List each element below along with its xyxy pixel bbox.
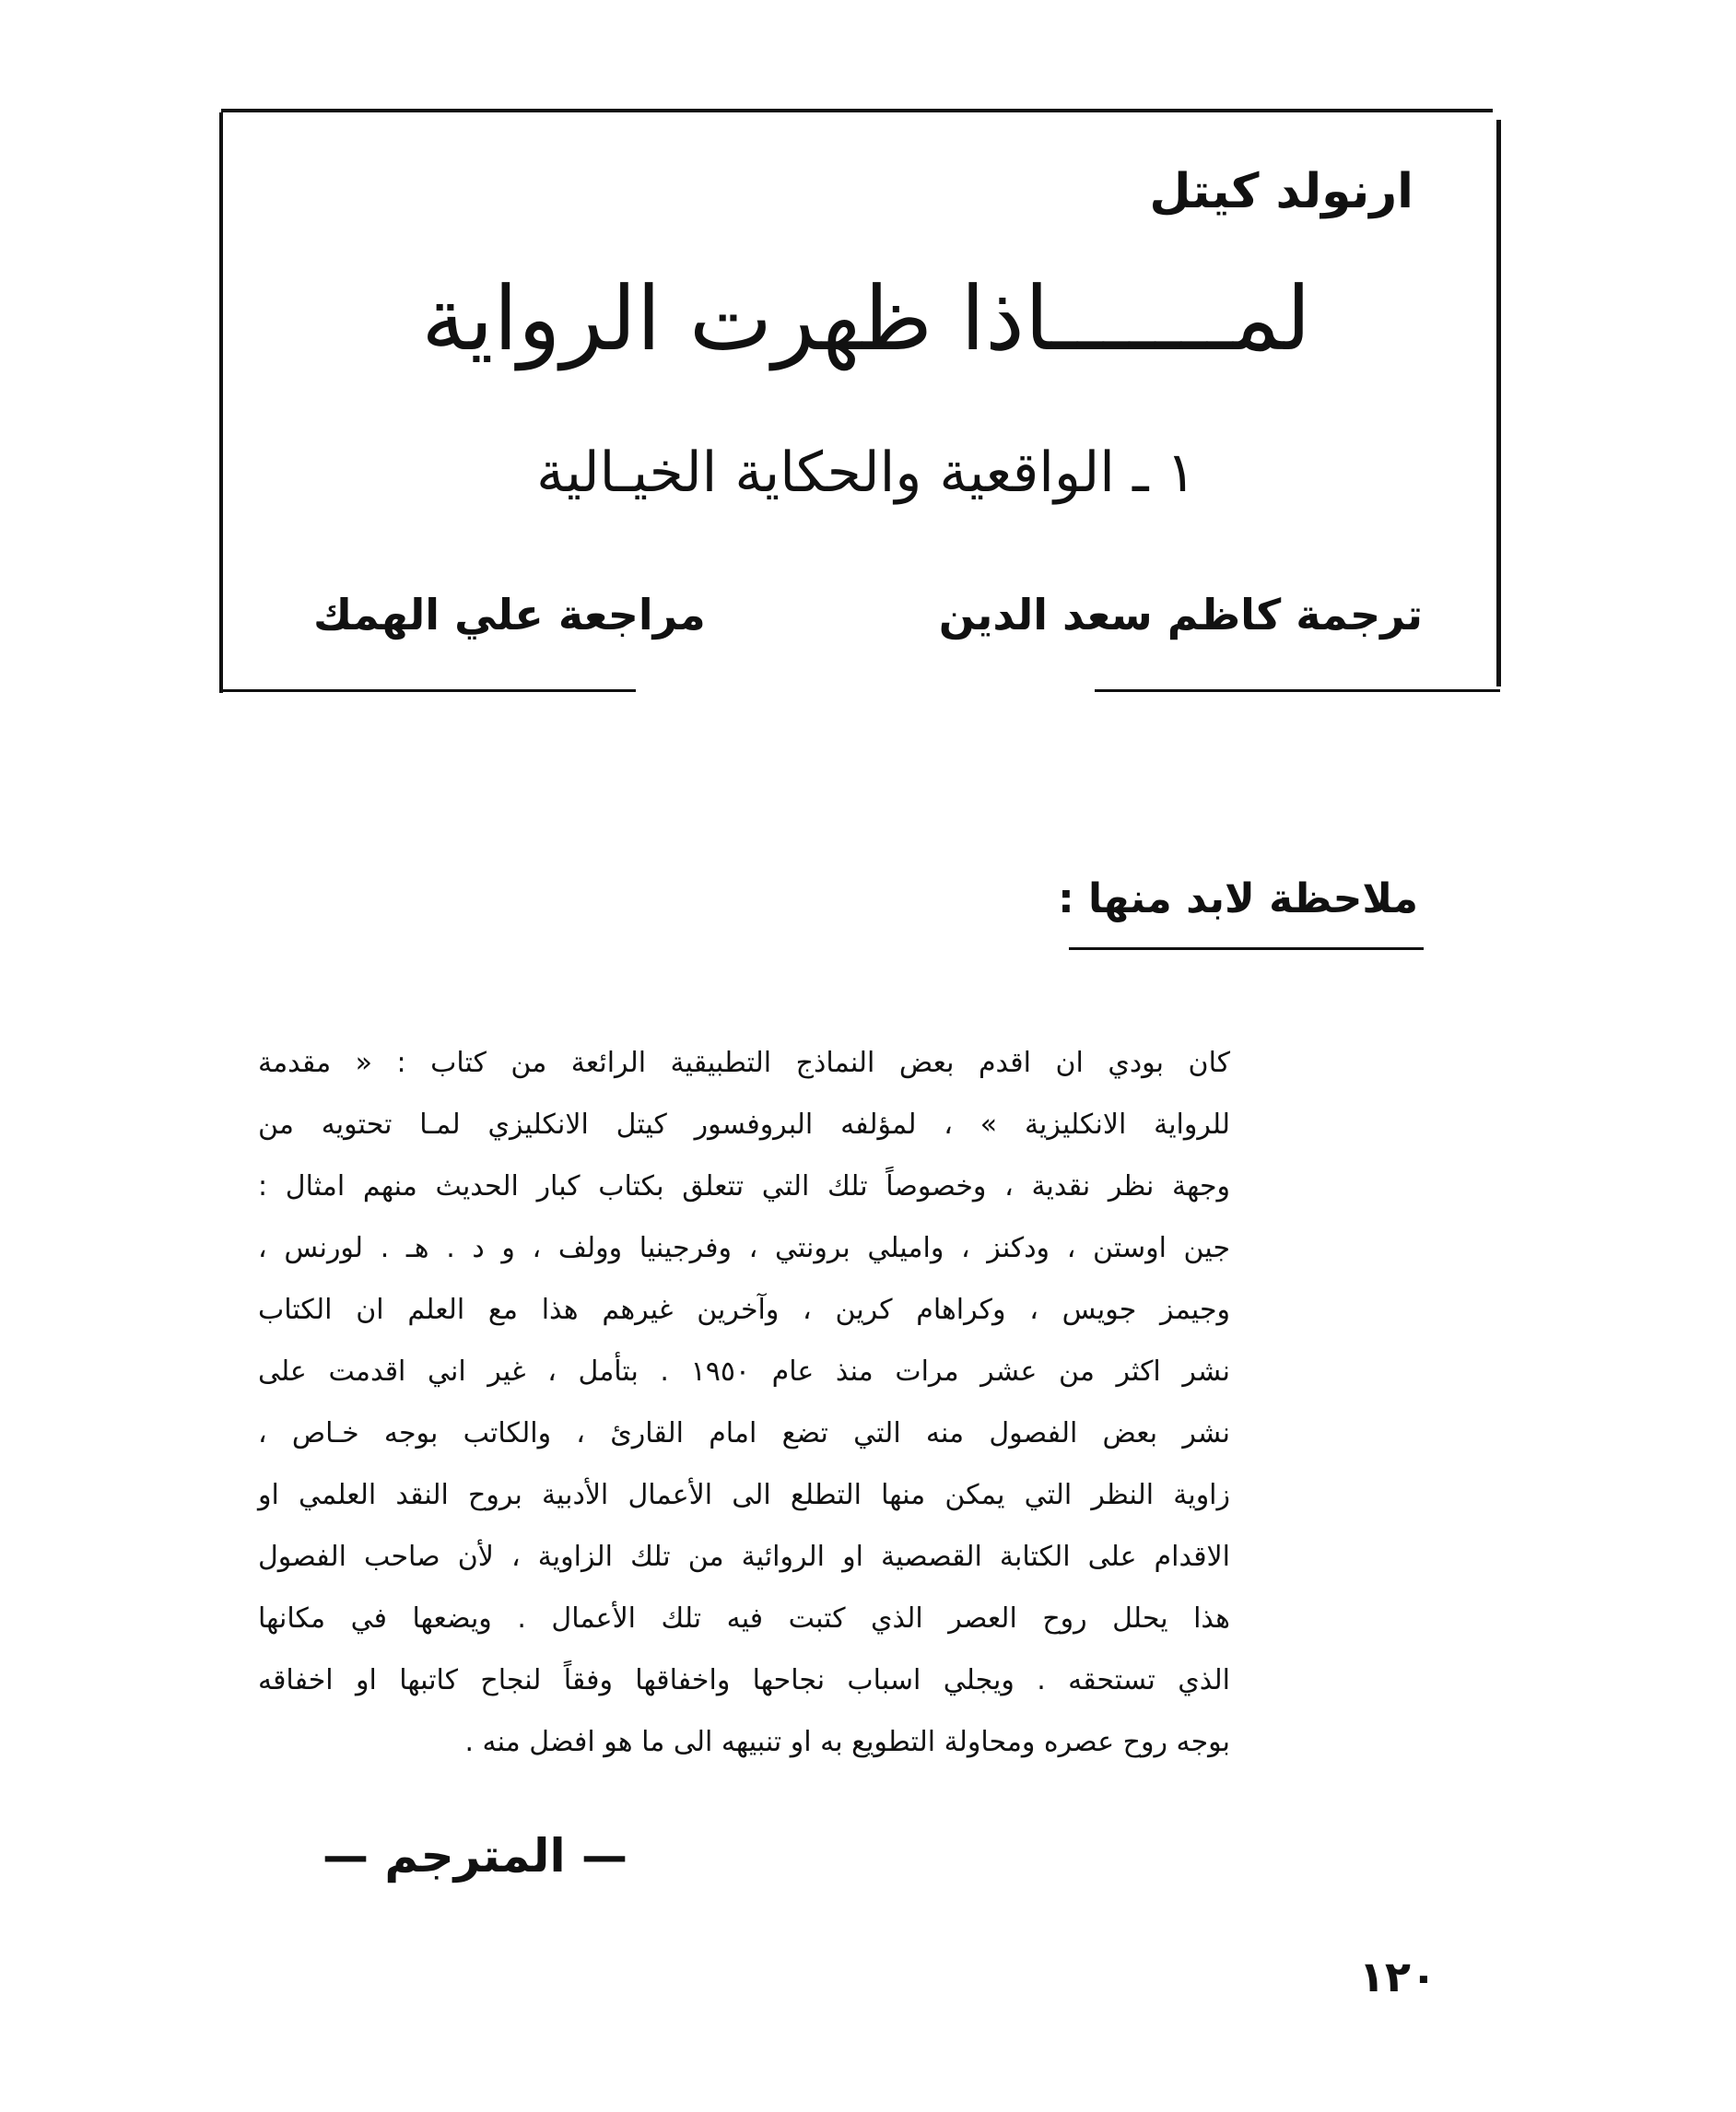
paragraph-line: هذا يحلل روح العصر الذي كتبت فيه تلك الأعمال . ويضعها في مكانها xyxy=(258,1602,1230,1635)
translator-credit: ترجمة كاظم سعد الدين xyxy=(938,590,1423,639)
paragraph-line: وجهة نظر نقدية ، وخصوصاً تلك التي تتعلق بكتاب كبار الحديث منهم امثال : xyxy=(258,1170,1230,1203)
frame-top-rule xyxy=(221,109,1493,112)
article-subtitle: ١ ـ الواقعية والحكاية الخيـالية xyxy=(536,440,1196,505)
frame-bottom-left-rule xyxy=(223,689,636,692)
note-paragraph xyxy=(258,1032,1230,1773)
paragraph-line: كان بودي ان اقدم بعض النماذج التطبيقية الرائعة من كتاب : « مقدمة xyxy=(258,1047,1230,1079)
paragraph-line: زاوية النظر التي يمكن منها التطلع الى الأعمال الأدبية بروح النقد العلمي او xyxy=(258,1479,1230,1511)
paragraph-line: جين اوستن ، ودكنز ، واميلي برونتي ، وفرجينيا وولف ، و د . هـ . لورنس ، xyxy=(258,1232,1230,1264)
paragraph-line: للرواية الانكليزية » ، لمؤلفه البروفسور كيتل الانكليزي لمـا تحتويه من xyxy=(258,1109,1230,1141)
author-name: ارنولد كيتل xyxy=(1149,164,1413,219)
paragraph-line: الذي تستحقه . ويجلي اسباب نجاحها واخفاقها وفقاً لنجاح كاتبها او اخفاقه xyxy=(258,1664,1230,1696)
note-heading: ملاحظة لابد منها : xyxy=(1058,875,1418,922)
paragraph-line: الاقدام على الكتابة القصصية او الروائية من تلك الزاوية ، لأن صاحب الفصول xyxy=(258,1541,1230,1573)
frame-right-rule xyxy=(1496,120,1501,686)
translator-signature: — المترجم — xyxy=(323,1829,628,1883)
page-number: ١٢٠ xyxy=(1358,1952,1437,2001)
reviewer-credit: مراجعة علي الهمك xyxy=(313,590,706,639)
note-heading-underline xyxy=(1069,947,1424,950)
paragraph-line: نشر اكثر من عشر مرات منذ عام ١٩٥٠ . بتأمل ، غير اني اقدمت على xyxy=(258,1355,1231,1388)
article-title: لمـــــــاذا ظهرت الرواية xyxy=(421,267,1311,370)
paragraph-line: وجيمز جويس ، وكراهام كرين ، وآخرين غيرهم هذا مع العلم ان الكتاب xyxy=(258,1294,1230,1326)
paragraph-line: نشر بعض الفصول منه التي تضع امام القارئ ، والكاتب بوجه خـاص ، xyxy=(258,1417,1230,1449)
frame-bottom-right-rule xyxy=(1095,689,1500,692)
paragraph-line: بوجه روح عصره ومحاولة التطويع به او تنبيهه الى ما هو افضل منه . xyxy=(464,1726,1230,1758)
frame-left-rule xyxy=(219,112,223,693)
